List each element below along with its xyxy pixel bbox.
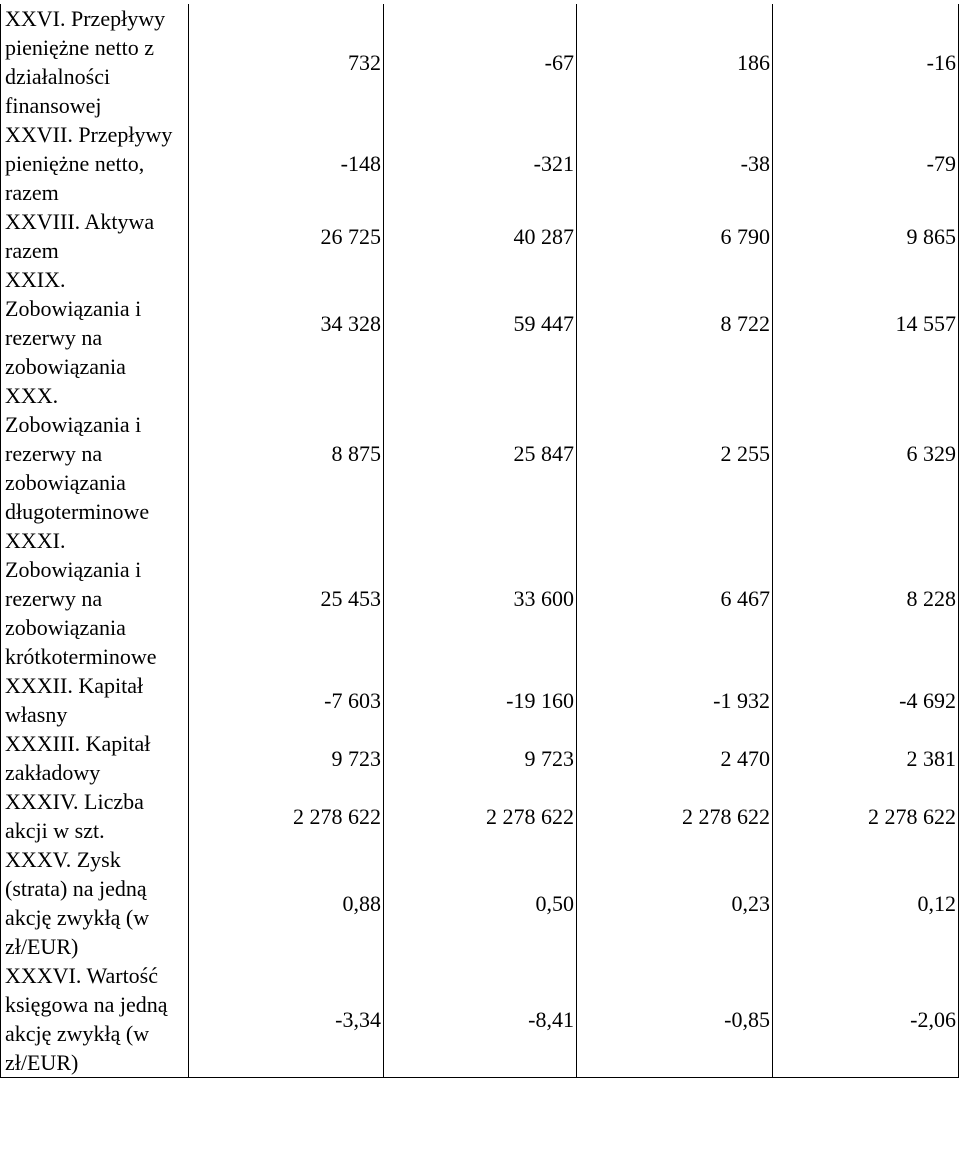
- value-cell: -1 932: [577, 671, 773, 729]
- value-cell: 732: [189, 4, 384, 120]
- table-row: [1, 381, 959, 526]
- row-label: XXXV. Zysk (strata) na jedną akcję zwykłą (w zł/EUR): [1, 845, 189, 961]
- value-cell: 59 447: [384, 265, 577, 381]
- value-cell: 34 328: [189, 265, 384, 381]
- value-cell: 26 725: [189, 207, 384, 265]
- value-cell: 186: [577, 4, 773, 120]
- row-label: XXXI. Zobowiązania i rezerwy na zobowiązania krótkoterminowe: [1, 526, 189, 671]
- value-cell: 2 278 622: [384, 787, 577, 845]
- value-cell: -321: [384, 120, 577, 207]
- value-cell: 2 278 622: [773, 787, 959, 845]
- row-label: XXVIII. Aktywa razem: [1, 207, 189, 265]
- value-cell: 0,88: [189, 845, 384, 961]
- value-cell: 0,50: [384, 845, 577, 961]
- value-cell: 6 467: [577, 526, 773, 671]
- row-label: XXXII. Kapitał własny: [1, 671, 189, 729]
- value-cell: 9 865: [773, 207, 959, 265]
- value-cell: -3,34: [189, 961, 384, 1078]
- value-cell: 33 600: [384, 526, 577, 671]
- value-cell: 0,23: [577, 845, 773, 961]
- table-row: [1, 671, 959, 729]
- value-cell: -4 692: [773, 671, 959, 729]
- table-row: [1, 4, 959, 120]
- row-label: XXVII. Przepływy pieniężne netto, razem: [1, 120, 189, 207]
- table-row: [1, 265, 959, 381]
- value-cell: -148: [189, 120, 384, 207]
- value-cell: 2 255: [577, 381, 773, 526]
- row-label: XXXIII. Kapitał zakładowy: [1, 729, 189, 787]
- value-cell: -16: [773, 4, 959, 120]
- row-label: XXXVI. Wartość księgowa na jedną akcję zwykłą (w zł/EUR): [1, 961, 189, 1078]
- value-cell: 2 470: [577, 729, 773, 787]
- value-cell: 0,12: [773, 845, 959, 961]
- row-label: XXX. Zobowiązania i rezerwy na zobowiązania długoterminowe: [1, 381, 189, 526]
- value-cell: 2 278 622: [577, 787, 773, 845]
- value-cell: -2,06: [773, 961, 959, 1078]
- table-row: [1, 729, 959, 787]
- table-body: [1, 4, 959, 1078]
- row-label: XXXIV. Liczba akcji w szt.: [1, 787, 189, 845]
- value-cell: 25 453: [189, 526, 384, 671]
- value-cell: -19 160: [384, 671, 577, 729]
- value-cell: 8 875: [189, 381, 384, 526]
- value-cell: -79: [773, 120, 959, 207]
- value-cell: 2 381: [773, 729, 959, 787]
- value-cell: 25 847: [384, 381, 577, 526]
- value-cell: 9 723: [189, 729, 384, 787]
- table-row: [1, 961, 959, 1078]
- value-cell: 8 228: [773, 526, 959, 671]
- table-row: [1, 787, 959, 845]
- value-cell: -8,41: [384, 961, 577, 1078]
- value-cell: 2 278 622: [189, 787, 384, 845]
- value-cell: 6 790: [577, 207, 773, 265]
- value-cell: 6 329: [773, 381, 959, 526]
- value-cell: -67: [384, 4, 577, 120]
- value-cell: 40 287: [384, 207, 577, 265]
- table-row: [1, 845, 959, 961]
- row-label: XXVI. Przepływy pieniężne netto z działalności finansowej: [1, 4, 189, 120]
- table-row: [1, 120, 959, 207]
- value-cell: 8 722: [577, 265, 773, 381]
- table-row: [1, 526, 959, 671]
- value-cell: 9 723: [384, 729, 577, 787]
- value-cell: -38: [577, 120, 773, 207]
- value-cell: -0,85: [577, 961, 773, 1078]
- financial-data-table: [0, 4, 959, 1078]
- value-cell: -7 603: [189, 671, 384, 729]
- row-label: XXIX. Zobowiązania i rezerwy na zobowiązania: [1, 265, 189, 381]
- table-row: [1, 207, 959, 265]
- value-cell: 14 557: [773, 265, 959, 381]
